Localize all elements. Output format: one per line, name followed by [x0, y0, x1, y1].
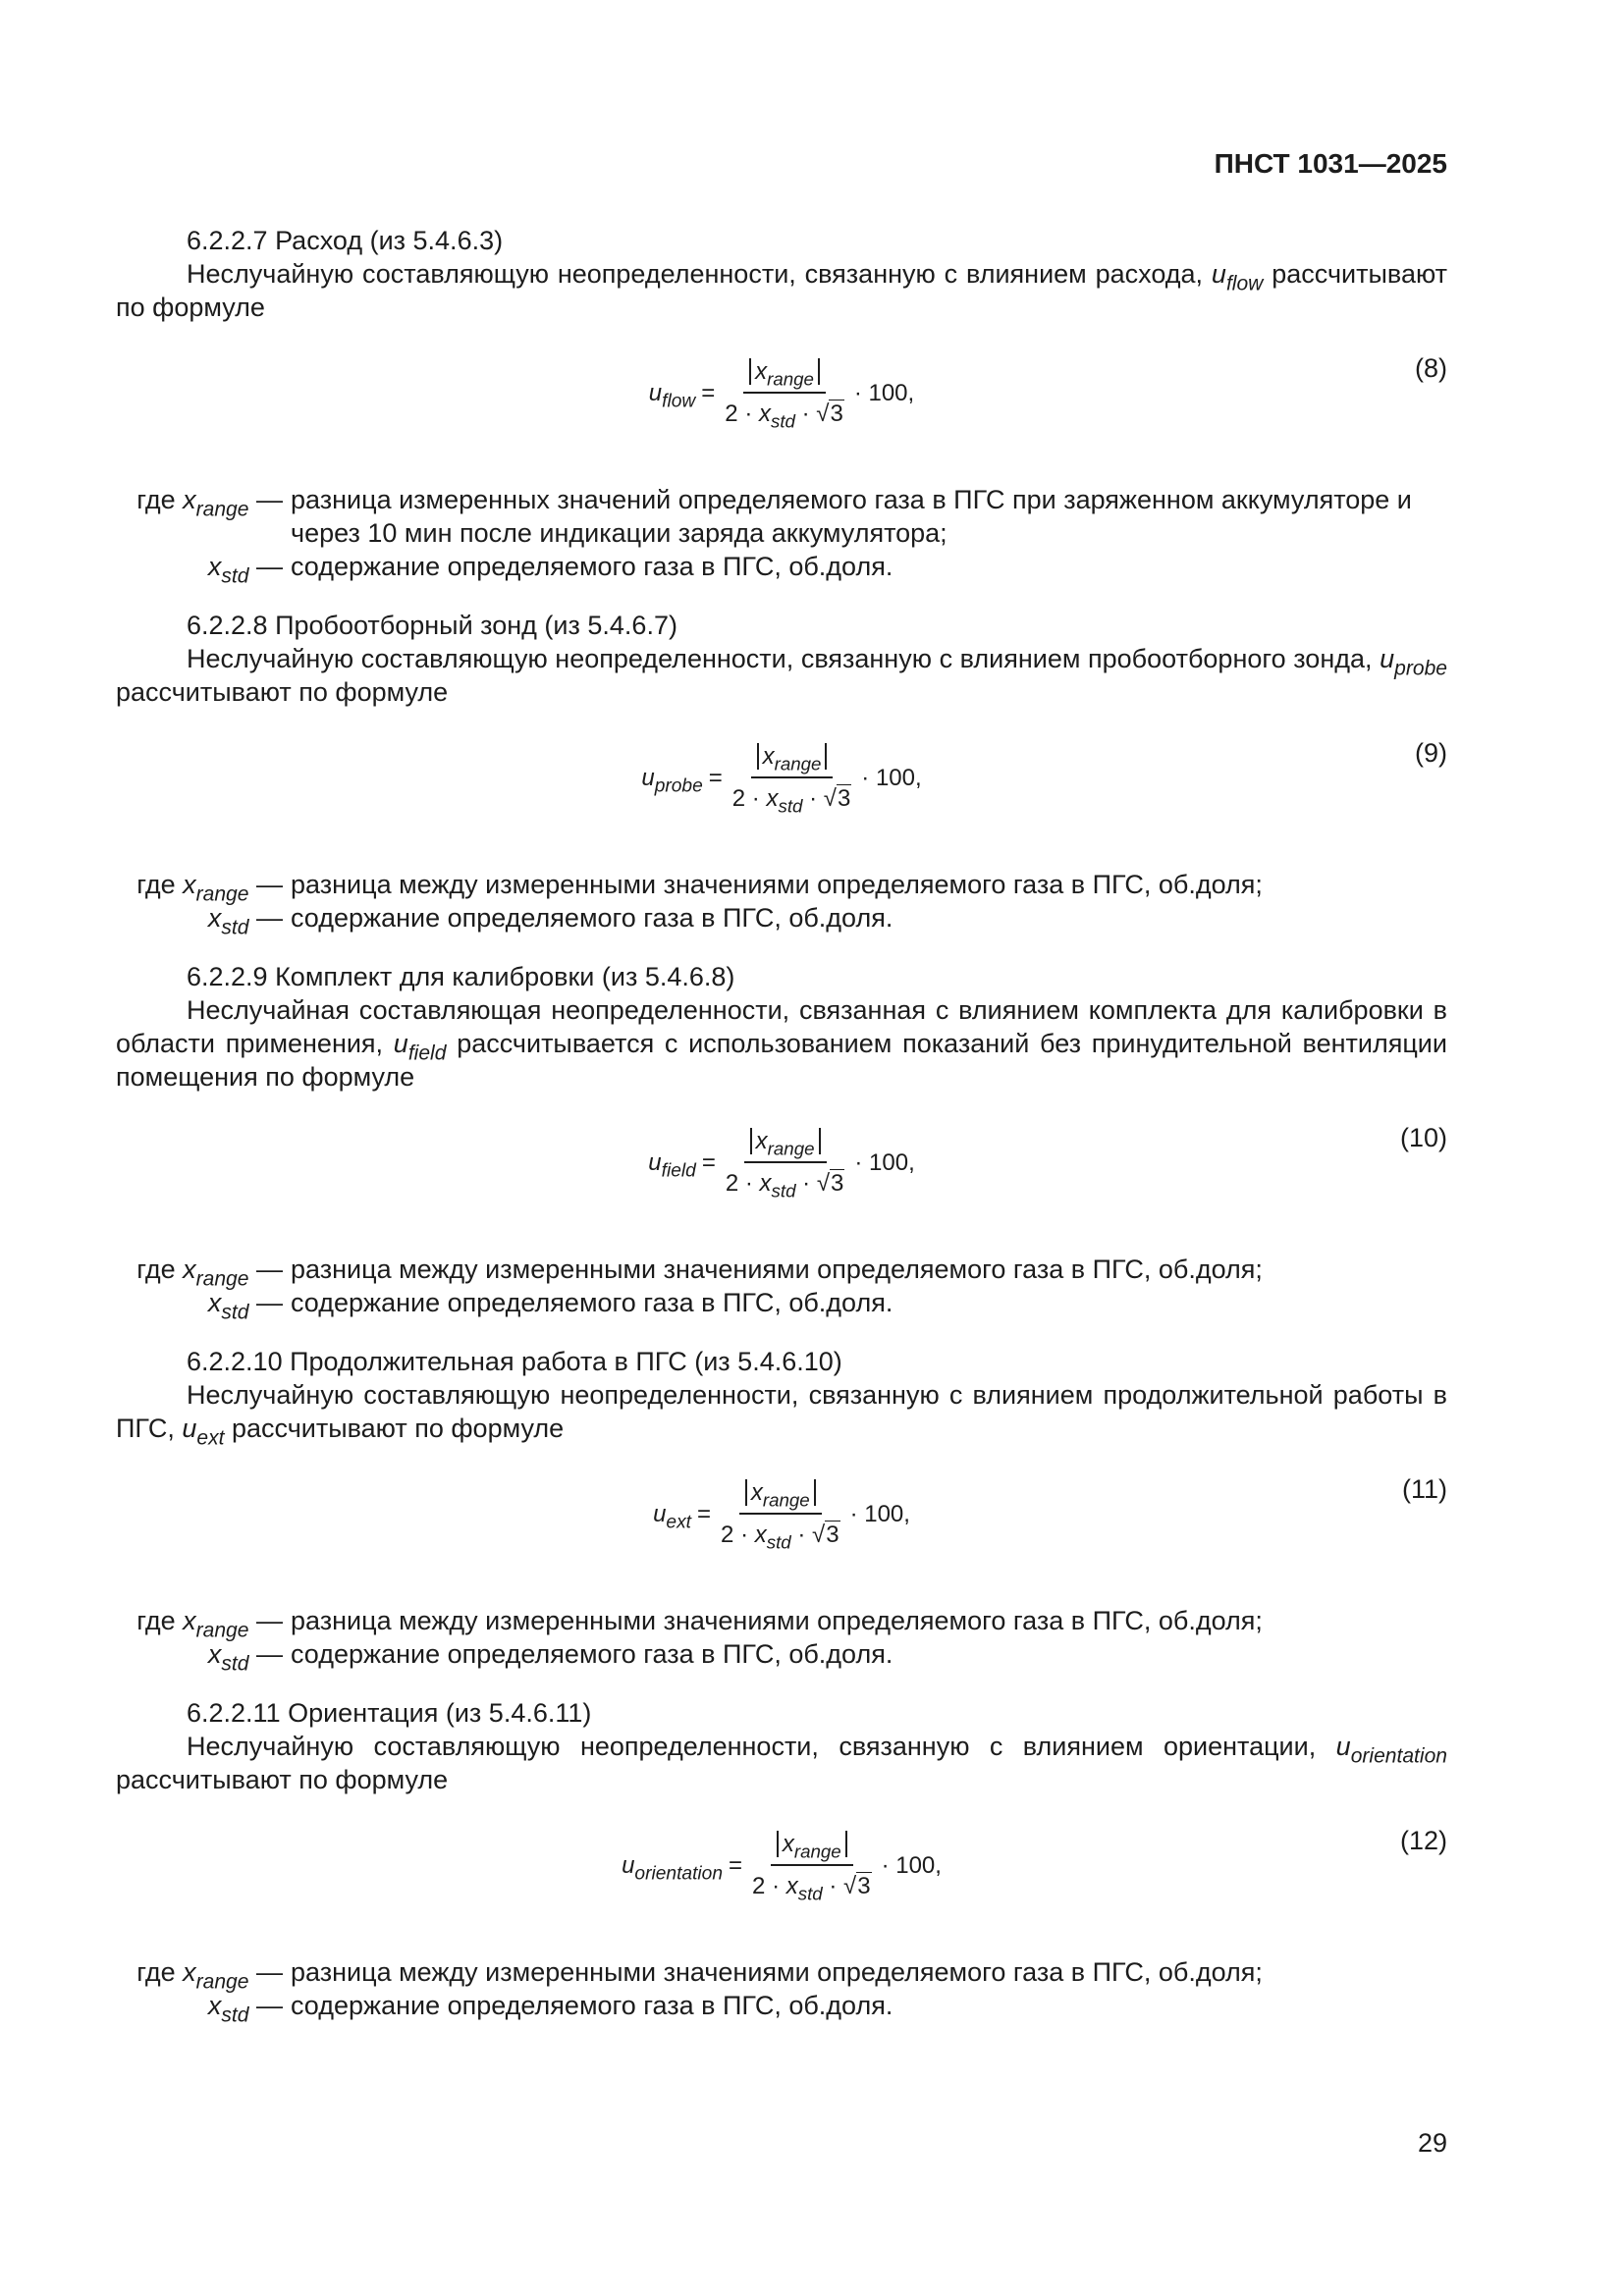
symbol-subscript: flow [1225, 272, 1264, 295]
equals-sign: = [701, 1148, 716, 1176]
symbol-u: u [1335, 1732, 1351, 1761]
formula-row [116, 1472, 1447, 1578]
fraction: $\frac{x_{range}}{2 \cdot x_{std} \cdot √3}$ [732, 740, 852, 816]
symbol-u: u [182, 1414, 197, 1443]
formula-row [116, 736, 1447, 842]
symbol-u: u [393, 1029, 408, 1058]
equation-number: (8) [1415, 353, 1447, 383]
section-heading: 6.2.2.7 Расход (из 5.4.6.3) [187, 226, 504, 255]
equals-sign: = [729, 1851, 743, 1879]
section-6-2-2-10 [116, 1345, 1447, 1676]
symbol-subscript: ext [196, 1426, 225, 1450]
formula: $u_{orientation}$ = $\frac{x_{range}}{2 \cdot x_{std} \cdot √3}$ · 100, [116, 1828, 1447, 1903]
formula-row [116, 1121, 1447, 1227]
section-heading: 6.2.2.9 Комплект для калибровки (из 5.4.6.8) [187, 962, 735, 991]
section-6-2-2-8 [116, 609, 1447, 939]
formula-legend: где $x_{range}$ — разница измеренных значений определяемого газа в ПГС при заряженном аккумуляторе и через 10 мин после индикации заряда аккумулятора; $x_{std}$ — содержание определяемого газа в ПГС, об.доля. [136, 485, 1412, 588]
section-heading: 6.2.2.10 Продолжительная работа в ПГС (из 5.4.6.10) [187, 1347, 842, 1376]
formula-row [116, 1824, 1447, 1930]
section-paragraph: Неслучайную составляющую неопределенности, связанную с влиянием пробоотборного зонда, $u_{probe}$ рассчитывают по формуле [116, 644, 1447, 707]
symbol-subscript: probe [1394, 657, 1447, 680]
document-body [116, 224, 1447, 2048]
section-heading: 6.2.2.11 Ориентация (из 5.4.6.11) [187, 1698, 592, 1728]
equation-number: (9) [1415, 738, 1447, 768]
equals-sign: = [701, 379, 716, 406]
fraction: $\frac{x_{range}}{2 \cdot x_{std} \cdot √3}$ [752, 1828, 872, 1903]
symbol-u: u [1380, 644, 1395, 673]
section-paragraph: Неслучайную составляющую неопределенности, связанную с влиянием ориентации, $u_{orientation}$ рассчитывают по формуле [116, 1732, 1447, 1794]
formula-legend: где $x_{range}$ — разница между измеренными значениями определяемого газа в ПГС, об.доля; $x_{std}$ — содержание определяемого газа в ПГС, об.доля. [136, 1957, 1263, 2027]
formula: $u_{flow}$ = $\frac{x_{range}}{2 \cdot x_{std} \cdot √3}$ · 100, [116, 355, 1447, 431]
section-6-2-2-7 [116, 224, 1447, 588]
formula-legend: где $x_{range}$ — разница между измеренными значениями определяемого газа в ПГС, об.доля; $x_{std}$ — содержание определяемого газа в ПГС, об.доля. [136, 1606, 1263, 1676]
fraction: $\frac{x_{range}}{2 \cdot x_{std} \cdot √3}$ [726, 1125, 845, 1201]
page-number: 29 [1417, 2128, 1447, 2158]
equals-sign: = [708, 764, 723, 791]
section-6-2-2-11 [116, 1696, 1447, 2027]
equals-sign: = [697, 1500, 712, 1527]
formula-row [116, 351, 1447, 457]
equation-number: (12) [1399, 1826, 1447, 1855]
formula: $u_{ext}$ = $\frac{x_{range}}{2 \cdot x_{std} \cdot √3}$ · 100, [116, 1476, 1447, 1552]
section-paragraph: Неслучайную составляющую неопределенности, связанную с влиянием расхода, $u_{flow}$ рассчитывают по формуле [116, 259, 1447, 322]
formula-legend: где $x_{range}$ — разница между измеренными значениями определяемого газа в ПГС, об.доля; $x_{std}$ — содержание определяемого газа в ПГС, об.доля. [136, 870, 1263, 939]
formula: $u_{probe}$ = $\frac{x_{range}}{2 \cdot x_{std} \cdot √3}$ · 100, [116, 740, 1447, 816]
symbol-u: u [1211, 259, 1226, 289]
formula-legend: где $x_{range}$ — разница между измеренными значениями определяемого газа в ПГС, об.доля; $x_{std}$ — содержание определяемого газа в ПГС, об.доля. [136, 1255, 1263, 1324]
symbol-subscript: orientation [1350, 1744, 1447, 1768]
symbol-subscript: field [407, 1041, 447, 1065]
section-paragraph: Неслучайную составляющую неопределенности, связанную с влиянием продолжительной работы в ПГС, $u_{ext}$ рассчитывают по формуле [116, 1380, 1447, 1450]
section-heading: 6.2.2.8 Пробоотборный зонд (из 5.4.6.7) [187, 611, 677, 640]
section-6-2-2-9 [116, 960, 1447, 1324]
fraction: $\frac{x_{range}}{2 \cdot x_{std} \cdot √3}$ [725, 355, 844, 431]
section-paragraph: Неслучайная составляющая неопределенности, связанная с влиянием комплекта для калибровки в области применения, $u_{field}$ рассчитывается с использованием показаний без принудительной вентиляции помещения по формуле [116, 995, 1447, 1092]
equation-number: (10) [1399, 1123, 1447, 1152]
document-code: ПНСТ 1031—2025 [1214, 148, 1447, 179]
formula: $u_{field}$ = $\frac{x_{range}}{2 \cdot x_{std} \cdot √3}$ · 100, [116, 1125, 1447, 1201]
fraction: $\frac{x_{range}}{2 \cdot x_{std} \cdot √3}$ [721, 1476, 840, 1552]
equation-number: (11) [1401, 1474, 1447, 1504]
